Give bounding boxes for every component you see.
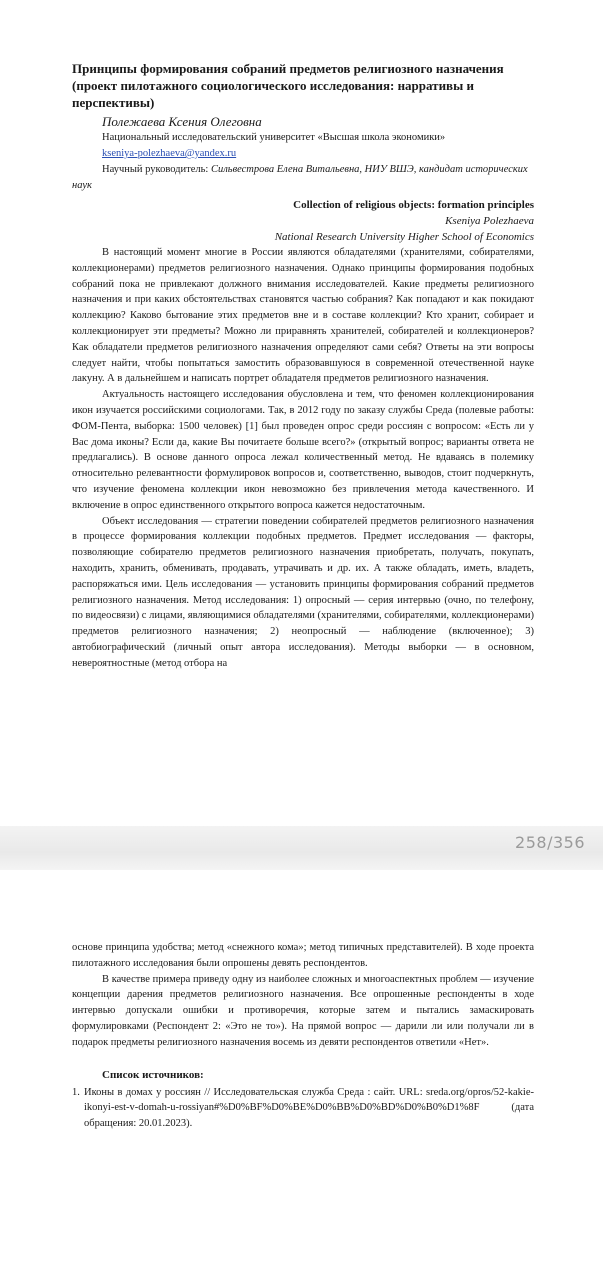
supervisor-label: Научный руководитель:: [102, 164, 211, 175]
page-content: [72, 940, 534, 1132]
supervisor-line: [72, 162, 534, 194]
source-number: 1.: [72, 1086, 80, 1098]
author-affiliation: Национальный исследовательский университет «Высшая школа экономики»: [102, 132, 446, 143]
body-paragraph: основе принципа удобства; метод «снежного кома»; метод типичных представителей). В ходе проекта пилотажного исследования были опрошены девять респондентов.: [72, 942, 534, 969]
english-author: Kseniya Polezhaeva: [445, 215, 534, 227]
body-paragraph: В настоящий момент многие в России являются обладателями (хранителями, собирателями, коллекционерами) предметов религиозного назначения. Однако принципы формирования подобных собраний пока не привлекают должного внимания исследователей. Какие предметы религиозного назначения и при каких обстоятельствах становятся частью собрания? Как попадают и как покидают коллекцию? Каково бытование этих предметов вне и в составе коллекции? Кто хранит, собирает и коллекционирует эти предметы? Можно ли приравнять хранителей, собирателей и коллекционеров? Как обладатели предметов религиозного назначения определяют сами себя? Ответы на эти вопросы следует найти, чтобы попытаться замостить образовавшуюся в современной отечественной науке лакуну. А в дальнейшем и написать портрет обладателя предметов религиозного назначения.: [72, 247, 534, 385]
source-text: Иконы в домах у россиян // Исследовательская служба Среда : сайт. URL: sreda.org/opros/52-kakie-ikonyi-est-v-domah-u-rossiyan#%D0%BF%D0%BE%D0%BB%D0%BD%D0%B0%D1%8F (дата обращения: 20.01.2023).: [84, 1086, 534, 1130]
source-item: [72, 1085, 534, 1132]
body-paragraph: Актуальность настоящего исследования обусловлена и тем, что феномен коллекционирования икон изучается российскими социологами. Так, в 2012 году по заказу службы Среда (полевые работы: ФОМ-Пента, выборка: 1500 человек) [1] был проведен опрос среди россиян с вопросом: «Есть ли у Вас дома иконы? Если да, какие Вы почитаете больше всего?» (открытый вопрос; варианты ответа не предлагались). В основе данного опроса лежал количественный метод. Не вдаваясь в полемику относительно релевантности формулировок вопросов и, соответственно, выводов, стоит подчеркнуть, что изучение феномена коллекции икон невозможно без привлечения метода качественного. И включение в опрос единственного открытого вопроса кажется недостаточным.: [72, 389, 534, 511]
body-paragraph: В качестве примера приведу одну из наиболее сложных и многоаспектных проблем — изучение концепции дарения предметов религиозного назначения. Все опрошенные респонденты в ходе интервью допускали ошибки и противоречия, которые затем и пытались замаскировать формулировками (Респондент 2: «Это не то»). На прямой вопрос — дарили ли или получали ли в подарок предметы религиозного назначения восемь из девяти респондентов ответили «Нет».: [72, 973, 534, 1048]
body-paragraph: Объект исследования — стратегии поведении собирателей предметов религиозного назначения в процессе формирования коллекции подобных предметов. Предмет исследования — факторы, позволяющие собирателю предметов религиозного назначения приобретать, получать, покупать, находить, хранить, обменивать, продавать, утрачивать и др. их. А также обладать, иметь, владеть, распоряжаться ими. Цель исследования — установить принципы формирования собраний предметов религиозного назначения. Метод исследования: 1) опросный — серия интервью (очно, по телефону, по видеосвязи) с лицами, являющимися обладателями (хранителями, собирателями, коллекционерами) предметов религиозного назначения; 2) неопросный — наблюдение (включенное); 3) автобиографический (личный опыт автора исследования). Методы выборки — в основном, невероятностные (метод отбора на: [72, 515, 534, 669]
article-title: Принципы формирования собраний предметов религиозного назначения (проект пилотажного социологического исследования: нарративы и перспективы): [72, 61, 504, 110]
sources-heading: Список источников:: [102, 1068, 204, 1081]
author-email-link[interactable]: [102, 146, 534, 162]
english-header: [72, 197, 534, 245]
page-content: [72, 60, 534, 672]
document-page-259: [0, 870, 603, 1280]
author-name: Полежаева Ксения Олеговна: [102, 114, 262, 129]
english-affiliation: National Research University Higher School of Economics: [274, 231, 534, 243]
page-separator: [0, 826, 603, 870]
email-link-text[interactable]: kseniya-polezhaeva@yandex.ru: [102, 148, 237, 159]
english-title: Collection of religious objects: formation principles: [293, 199, 534, 211]
page-indicator: 258/356: [515, 833, 585, 852]
supervisor-value: Сильвестрова Елена Витальевна, НИУ ВШЭ, кандидат исторических наук: [72, 164, 528, 191]
